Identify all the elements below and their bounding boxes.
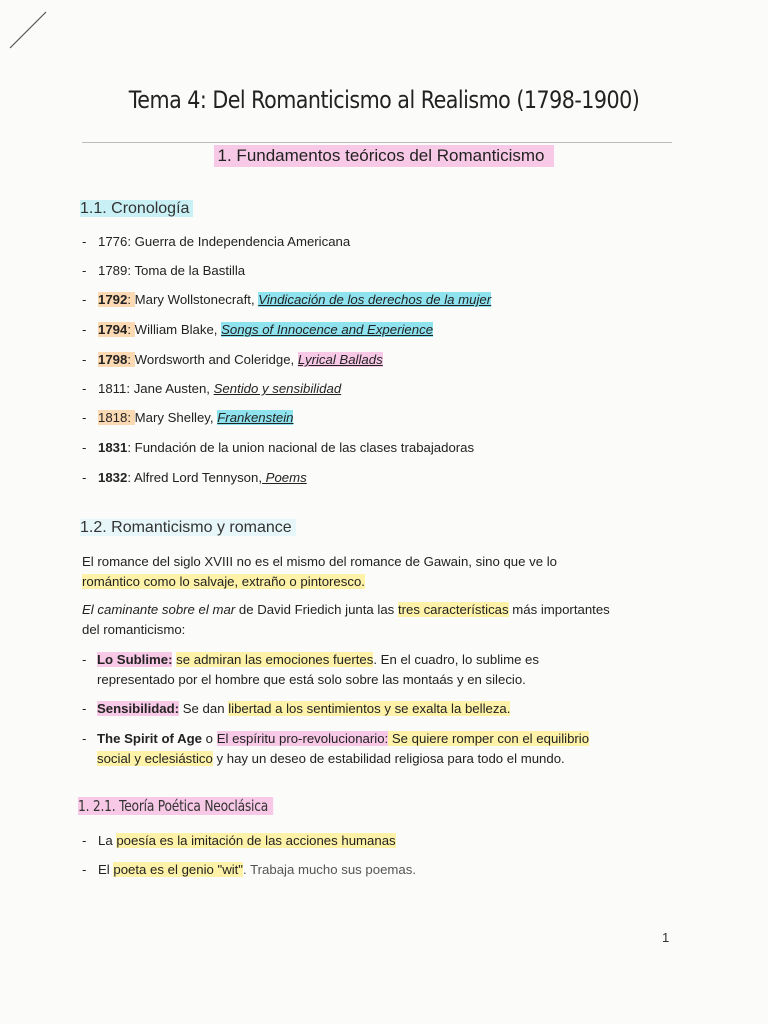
dash: -	[82, 410, 87, 425]
timeline-item-1789	[82, 261, 245, 281]
item-highlight: poeta es el genio "wit"	[113, 862, 243, 877]
item-sep: :	[127, 292, 135, 307]
heading-romance	[80, 519, 296, 537]
item-sep: :	[127, 470, 134, 485]
item-date: 1798	[98, 352, 128, 367]
timeline-item-1776	[82, 232, 350, 252]
item-text: Wordsworth and Coleridge,	[134, 352, 298, 367]
timeline-item-1818	[82, 408, 293, 428]
timeline-item-1832	[82, 468, 307, 488]
dash: -	[82, 833, 87, 848]
paragraph-text: más importantes	[508, 602, 610, 617]
bullet-highlight: social y eclesiástico	[97, 751, 213, 766]
heading-cronologia	[80, 200, 193, 218]
item-date: 1832	[98, 470, 128, 485]
neoclasica-item-2	[82, 860, 416, 880]
dash: -	[82, 352, 87, 367]
item-date: 1792	[98, 292, 128, 307]
item-work: Vindicación de los derechos de la mujer	[258, 292, 492, 307]
dash: -	[82, 470, 87, 485]
item-date: 1818	[98, 410, 128, 425]
paragraph-text: de David Friedich junta las	[235, 602, 398, 617]
bullet-highlight: Se quiere romper con el equilibrio	[388, 731, 590, 746]
heading-neoclasica	[78, 797, 273, 815]
bullet-highlight-pink: El espíritu pro-revolucionario:	[216, 731, 389, 746]
timeline-item-1831	[82, 438, 474, 458]
dash: -	[82, 234, 87, 249]
timeline-item-1798	[82, 350, 383, 370]
item-work: Songs of Innocence and Experience	[221, 322, 434, 337]
heading-romance-text: 1.2. Romanticismo y romance	[80, 519, 296, 536]
item-text: Toma de la Bastilla	[134, 263, 246, 278]
item-work: Sentido y sensibilidad	[213, 381, 342, 396]
section-title-text: 1. Fundamentos teóricos del Romanticismo	[214, 145, 555, 167]
item-text: Mary Shelley,	[134, 410, 218, 425]
item-text: William Blake,	[134, 322, 222, 337]
timeline-item-1792	[82, 290, 491, 310]
pen-stroke-mark	[6, 10, 48, 50]
painting-title: El caminante sobre el mar	[82, 602, 236, 617]
romance-paragraph-2	[82, 600, 692, 640]
bullet-label: Lo Sublime:	[97, 652, 173, 667]
item-date: 1789	[98, 263, 128, 278]
bullet-label: Sensibilidad:	[97, 701, 180, 716]
bullet-text: y hay un deseo de estabilidad religiosa para todo el mundo.	[212, 751, 565, 766]
bullet-text: Se dan	[179, 701, 229, 716]
bullet-sensibilidad	[82, 699, 702, 719]
item-highlight: poesía es la imitación de las acciones humanas	[116, 833, 396, 848]
page-number: 1	[662, 930, 670, 945]
item-text: . Trabaja mucho sus poemas.	[243, 862, 416, 877]
item-sep: :	[127, 440, 135, 455]
bullet-text: representado por el hombre que está solo sobre las montaás y en silecio.	[97, 672, 526, 687]
dash: -	[82, 440, 87, 455]
dash: -	[82, 652, 87, 667]
item-text: El	[98, 862, 114, 877]
bullet-text: . En el cuadro, lo sublime es	[373, 652, 539, 667]
item-sep: :	[127, 263, 135, 278]
item-sep: :	[127, 352, 135, 367]
item-sep: :	[127, 322, 135, 337]
paragraph-text: El romance del siglo XVIII no es el mismo del romance de Gawain, sino que ve lo	[82, 554, 557, 569]
bullet-highlight: se admiran las emociones fuertes	[176, 652, 374, 667]
page-title: Tema 4: Del Romanticismo al Realismo (1798-1900)	[128, 86, 640, 114]
item-work: Poems	[262, 470, 307, 485]
dash: -	[82, 263, 87, 278]
bullet-text: o	[202, 731, 217, 746]
dash: -	[82, 292, 87, 307]
paragraph-text: del romanticismo:	[82, 622, 186, 637]
title-divider	[82, 142, 672, 143]
item-text: La	[98, 833, 117, 848]
neoclasica-item-1	[82, 831, 396, 851]
item-work: Frankenstein	[217, 410, 294, 425]
bullet-highlight: libertad a los sentimientos y se exalta la belleza.	[228, 701, 511, 716]
item-work: Lyrical Ballads	[297, 352, 383, 367]
dash: -	[82, 322, 87, 337]
paragraph-highlight: romántico como lo salvaje, extraño o pintoresco.	[82, 574, 365, 589]
section-title	[0, 146, 768, 166]
romance-paragraph-1	[82, 552, 692, 592]
heading-neoclasica-text: 1. 2.1. Teoría Poética Neoclásica	[78, 797, 273, 815]
paragraph-highlight: tres características	[397, 602, 509, 617]
item-sep: :	[126, 381, 134, 396]
item-text: Guerra de Independencia Americana	[134, 234, 351, 249]
heading-cronologia-text: 1.1. Cronología	[80, 200, 193, 217]
bullet-lo-sublime	[82, 650, 702, 690]
item-sep: :	[127, 410, 135, 425]
item-date: 1831	[98, 440, 128, 455]
dash: -	[82, 701, 87, 716]
bullet-spirit-of-age	[82, 729, 702, 769]
item-date: 1794	[98, 322, 128, 337]
item-text: Mary Wollstonecraft,	[134, 292, 259, 307]
dash: -	[82, 731, 87, 746]
timeline-item-1794	[82, 320, 433, 340]
item-text: Alfred Lord Tennyson,	[133, 470, 263, 485]
item-text: Fundación de la union nacional de las clases trabajadoras	[134, 440, 475, 455]
dash: -	[82, 862, 87, 877]
item-text: Jane Austen,	[133, 381, 214, 396]
timeline-item-1811	[82, 379, 341, 399]
item-sep: :	[127, 234, 135, 249]
dash: -	[82, 381, 87, 396]
item-date: 1811	[98, 381, 127, 396]
item-date: 1776	[98, 234, 128, 249]
bullet-label: The Spirit of Age	[97, 731, 203, 746]
